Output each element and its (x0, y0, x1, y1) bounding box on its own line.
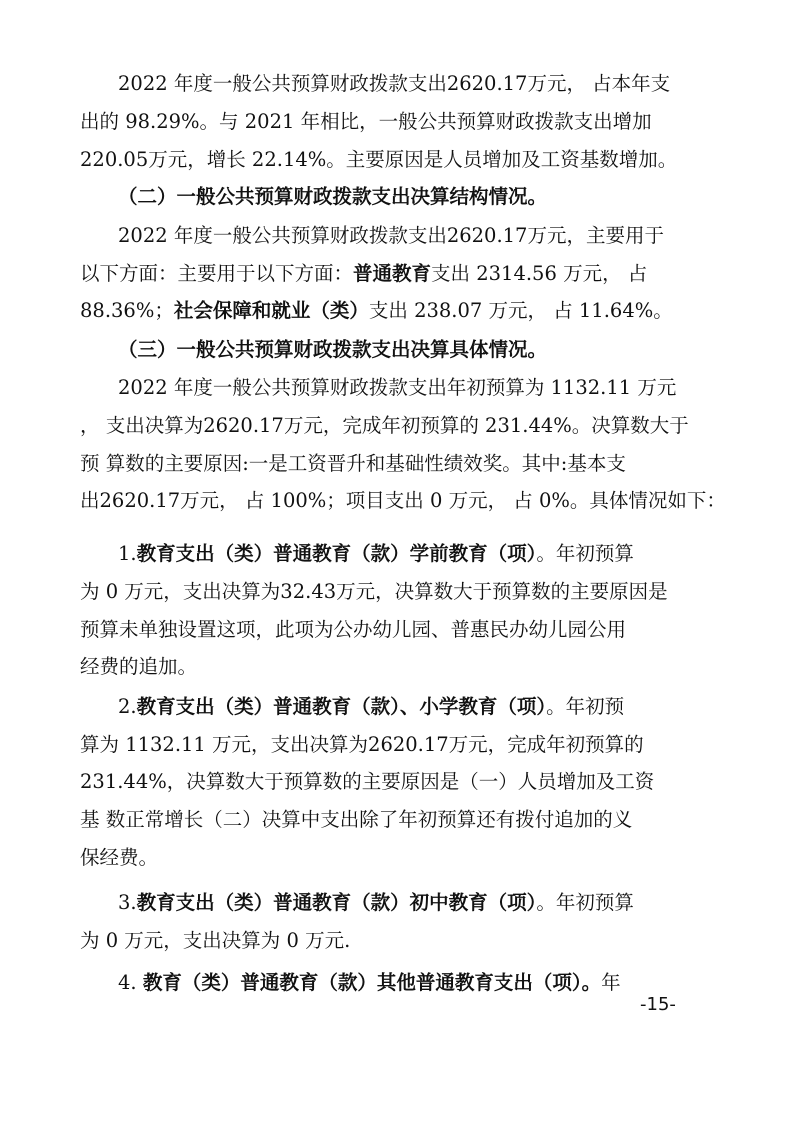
paragraph-line: 保经费。 (80, 846, 159, 869)
paragraph-line: 出的 98.29%。与 2021 年相比，一般公共预算财政拨款支出增加 (80, 110, 652, 133)
paragraph-line (0, 260, 794, 288)
text-run: 年 (601, 971, 621, 994)
text-run: 支出 2314.56 万元， 占 (431, 262, 648, 285)
bold-term: 教育支出（类）普通教育（款）初中教育（项） (136, 891, 537, 914)
item-number: 2. (118, 695, 137, 718)
bold-term: 普通教育 (353, 262, 432, 285)
text-run: 支出 238.07 万元， 占 11.64%。 (368, 299, 673, 322)
section-heading: （三）一般公共预算财政拨款支出决算具体情况。 (118, 338, 548, 361)
text-run: 。年初预 (546, 695, 625, 718)
paragraph-line: 基 数正常增长（二）决算中支出除了年初预算还有拨付追加的义 (80, 808, 633, 831)
paragraph-line: 为 0 万元，支出决算为 0 万元. (80, 929, 351, 952)
paragraph-line: ， 支出决算为2620.17万元，完成年初预算的 231.44%。决算数大于 (80, 414, 689, 437)
paragraph-line: 出2620.17万元， 占 100%；项目支出 0 万元， 占 0%。具体情况如下： (80, 489, 726, 512)
text-run: 88.36%； (80, 299, 174, 322)
list-item-line (0, 540, 794, 568)
list-item-line (0, 693, 794, 721)
paragraph-line: 231.44%，决算数大于预算数的主要原因是（一）人员增加及工资 (80, 770, 655, 793)
text-run: 以下方面：主要用于以下方面： (80, 262, 354, 285)
paragraph-line: 预算未单独设置这项，此项为公办幼儿园、普惠民办幼儿园公用 (80, 618, 627, 641)
paragraph-line: 经费的追加。 (80, 655, 198, 678)
page-number: -15- (640, 994, 676, 1015)
paragraph-line (0, 297, 794, 325)
item-number: 3. (118, 891, 137, 914)
paragraph-line: 预 算数的主要原因:一是工资晋升和基础性绩效奖。其中:基本支 (80, 452, 626, 475)
bold-term: 教育（类）普通教育（款）其他普通教育支出（项）。 (142, 971, 602, 994)
paragraph-line: 220.05万元，增长 22.14%。主要原因是人员增加及工资基数增加。 (80, 148, 678, 171)
text-run: 。年初预算 (536, 891, 634, 914)
section-heading: （二）一般公共预算财政拨款支出决算结构情况。 (118, 185, 548, 208)
paragraph-line: 2022 年度一般公共预算财政拨款支出年初预算为 1132.11 万元 (118, 376, 677, 399)
bold-term: 社会保障和就业（类） (173, 299, 369, 322)
list-item-line (0, 889, 794, 917)
paragraph-line: 2022 年度一般公共预算财政拨款支出2620.17万元，主要用于 (118, 224, 664, 247)
item-number: 1. (118, 542, 137, 565)
paragraph-line: 算为 1132.11 万元，支出决算为2620.17万元，完成年初预算的 (80, 733, 644, 756)
paragraph-line: 2022 年度一般公共预算财政拨款支出2620.17万元， 占本年支 (118, 72, 671, 95)
text-run: 。年初预算 (536, 542, 634, 565)
paragraph-line: 为 0 万元，支出决算为32.43万元，决算数大于预算数的主要原因是 (80, 580, 668, 603)
item-number: 4. (118, 971, 143, 994)
bold-term: 教育支出（类）普通教育（款）学前教育（项） (136, 542, 537, 565)
bold-term: 教育支出（类）普通教育（款）、小学教育（项） (136, 695, 547, 718)
